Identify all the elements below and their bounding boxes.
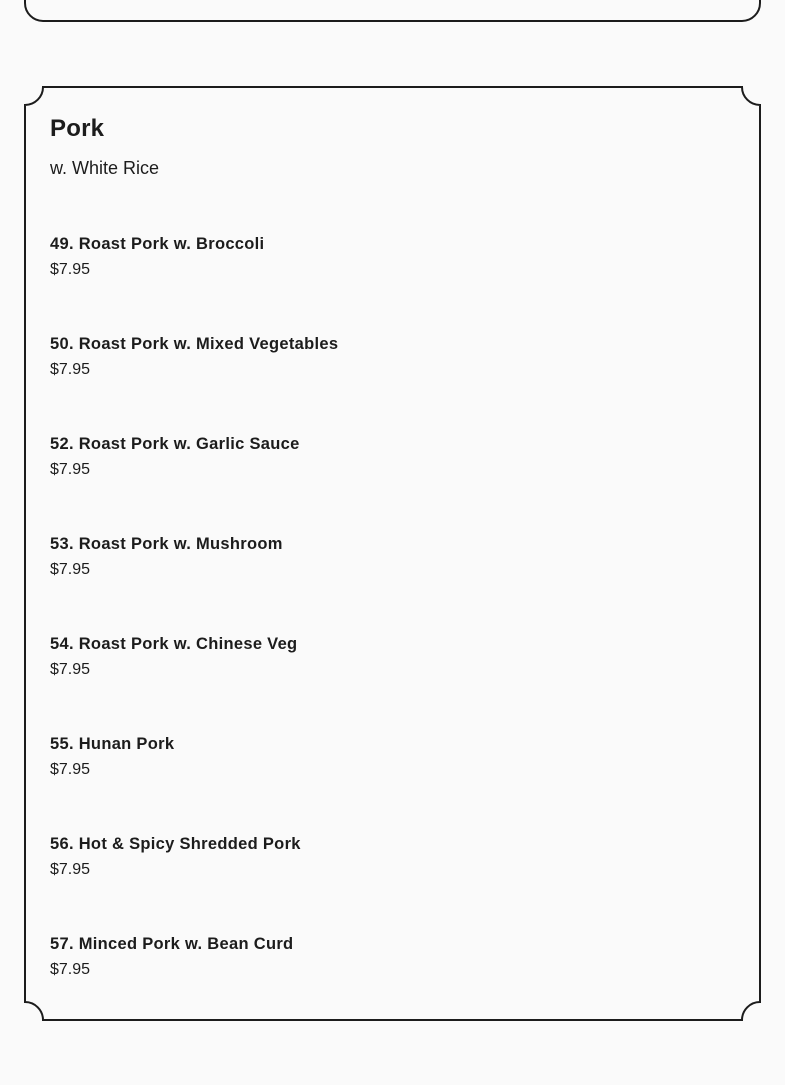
menu-item[interactable] bbox=[50, 732, 740, 832]
menu-item-price: $7.95 bbox=[50, 661, 91, 678]
menu-item[interactable] bbox=[50, 832, 740, 932]
section-subtitle: w. White Rice bbox=[50, 158, 160, 178]
menu-item[interactable] bbox=[50, 632, 740, 732]
menu-item-price: $7.95 bbox=[50, 961, 91, 978]
menu-item-name: 55. Hunan Pork bbox=[50, 735, 175, 753]
menu-item-name: 50. Roast Pork w. Mixed Vegetables bbox=[50, 335, 339, 353]
menu-item-price: $7.95 bbox=[50, 461, 91, 478]
menu-item[interactable] bbox=[50, 932, 740, 1032]
menu-item[interactable] bbox=[50, 432, 740, 532]
menu-item-price: $7.95 bbox=[50, 261, 91, 278]
menu-item-price: $7.95 bbox=[50, 861, 91, 878]
section-title: Pork bbox=[50, 115, 105, 142]
pork-section bbox=[50, 112, 740, 978]
menu-item-name: 53. Roast Pork w. Mushroom bbox=[50, 535, 283, 553]
menu-item-price: $7.95 bbox=[50, 361, 91, 378]
menu-item-price: $7.95 bbox=[50, 561, 91, 578]
menu-item[interactable] bbox=[50, 332, 740, 432]
menu-item[interactable] bbox=[50, 532, 740, 632]
menu-item-name: 52. Roast Pork w. Garlic Sauce bbox=[50, 435, 300, 453]
previous-section-frame bbox=[25, 0, 760, 21]
menu-item-name: 57. Minced Pork w. Bean Curd bbox=[50, 935, 294, 953]
menu-item[interactable] bbox=[50, 232, 740, 332]
menu-item-name: 54. Roast Pork w. Chinese Veg bbox=[50, 635, 298, 653]
menu-item-name: 49. Roast Pork w. Broccoli bbox=[50, 235, 265, 253]
menu-item-list bbox=[50, 232, 740, 1032]
menu-item-name: 56. Hot & Spicy Shredded Pork bbox=[50, 835, 301, 853]
menu-item-price: $7.95 bbox=[50, 761, 91, 778]
